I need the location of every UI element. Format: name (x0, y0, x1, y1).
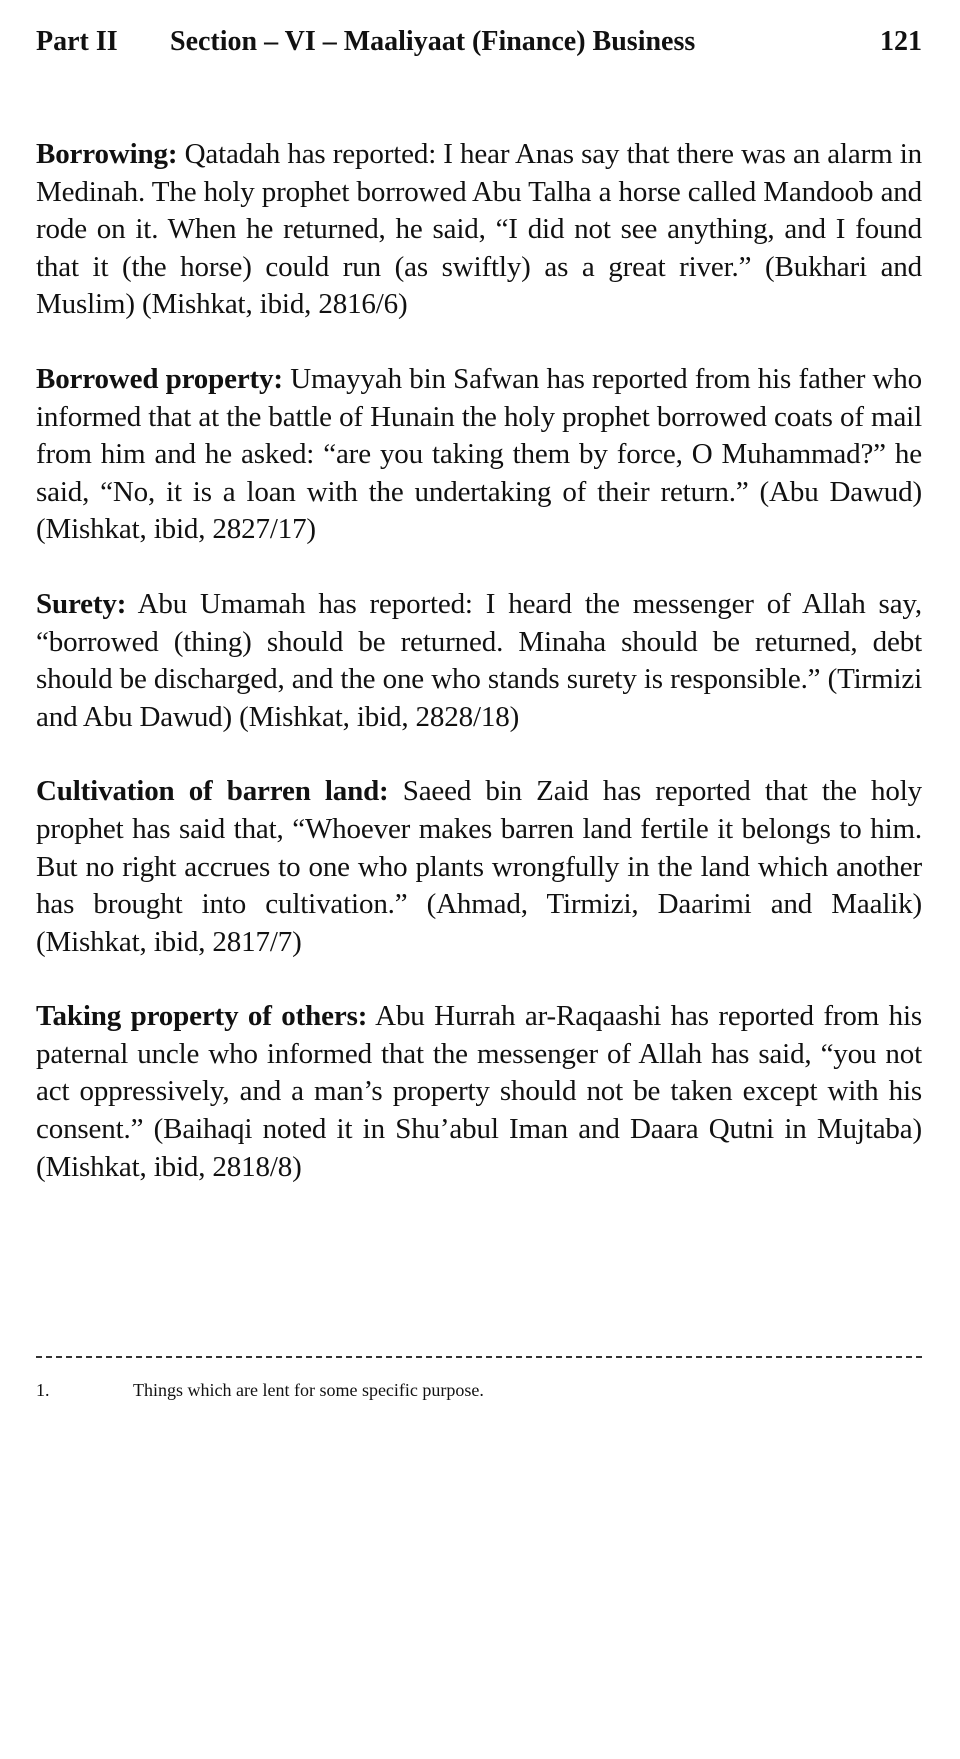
paragraph-text: Qatadah has reported: I hear Anas say that there was an alarm in Medinah. The holy prophet borrowed Abu Talha a horse called Mandoob and rode on it. When he returned, he said, “I did not see anything, and I found that it (the horse) could run (as swiftly) as a great river.” (Bukhari and Muslim) (Mishkat, ibid, 2816/6) (36, 138, 922, 321)
paragraph-term: Cultivation of barren land: (36, 775, 389, 808)
paragraph-text: Saeed bin Zaid has reported that the holy prophet has said that, “Whoever makes barren land fertile it belongs to him. But no right accrues to one who plants wrongfully in the land which another has brought into cultivation.” (Ahmad, Tirmizi, Daarimi and Maalik) (Mishkat, ibid, 2817/7) (36, 775, 922, 958)
running-header (36, 22, 922, 62)
paragraph-text: Abu Umamah has reported: I heard the messenger of Allah say, “borrowed (thing) should be returned. Minaha should be returned, debt should be discharged, and the one who stands surety is responsible.” (Tirmizi and Abu Dawud) (Mishkat, ibid, 2828/18) (36, 587, 922, 733)
paragraph-borrowed-property (36, 361, 922, 549)
paragraph-borrowing (36, 136, 922, 324)
paragraph-term: Taking property of others: (36, 1000, 368, 1033)
paragraph-taking-property-of-others (36, 998, 922, 1186)
paragraph-cultivation-of-barren-land (36, 773, 922, 961)
footnote-number: 1. (36, 1380, 50, 1400)
header-section-title: Section – VI – Maaliyaat (Finance) Business (170, 26, 696, 57)
paragraph-text: Umayyah bin Safwan has reported from his father who informed that at the battle of Hunain the holy prophet borrowed coats of mail from him and he asked: “are you taking them by force, O Muhammad?” he said, “No, it is a loan with the undertaking of their return.” (Abu Dawud) (Mishkat, ibid, 2827/17) (36, 362, 922, 546)
paragraph-surety (36, 586, 922, 736)
paragraph-term: Borrowed property: (36, 362, 283, 395)
page-number: 121 (880, 26, 922, 57)
footnote-text: Things which are lent for some specific purpose. (133, 1380, 484, 1400)
footnote-separator (36, 1356, 922, 1358)
paragraph-term: Surety: (36, 587, 127, 620)
body-text (36, 136, 922, 1223)
paragraph-term: Borrowing: (36, 138, 178, 170)
footnote (36, 1378, 922, 1402)
header-part: Part II (36, 26, 118, 57)
paragraph-text: Abu Hurrah ar-Raqaashi has reported from his paternal uncle who informed that the messenger of Allah has said, “you not act oppressively, and a man’s property should not be taken except with his consent.” (Baihaqi noted it in Shu’abul Iman and Daara Qutni in Mujtaba) (Mishkat, ibid, 2818/8) (36, 1000, 922, 1183)
